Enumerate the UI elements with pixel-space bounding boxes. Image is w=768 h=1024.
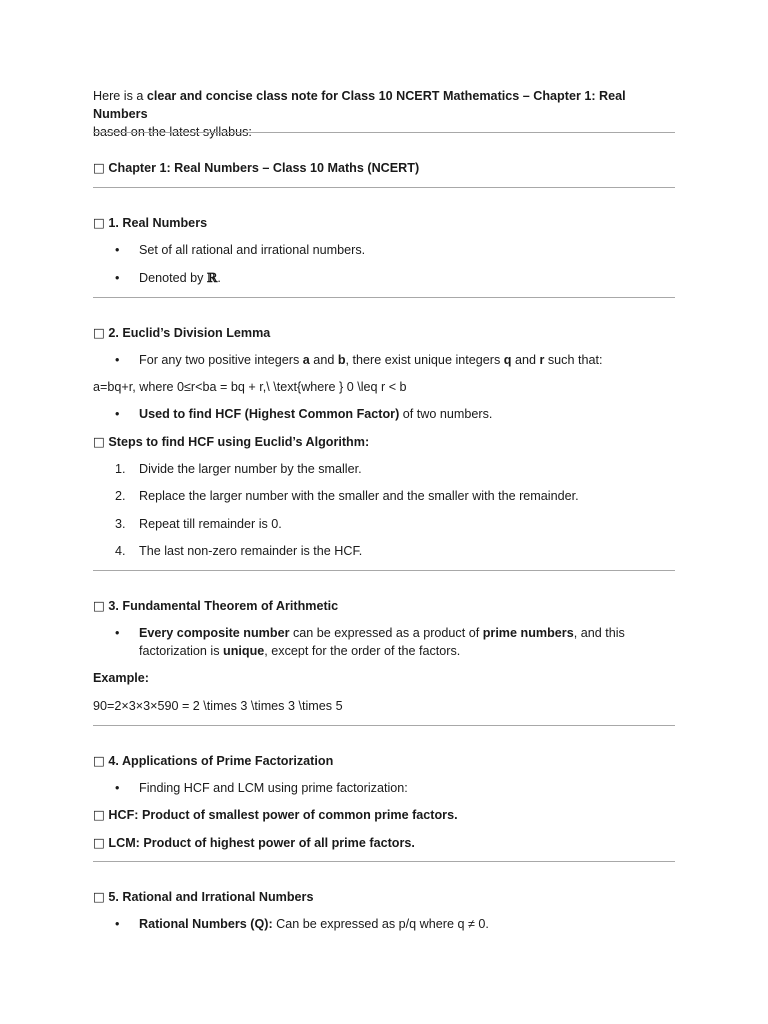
list-item-text: and xyxy=(511,353,540,367)
divider xyxy=(93,861,675,862)
list-item-text: For any two positive integers xyxy=(139,353,303,367)
section-2-heading xyxy=(93,324,675,342)
placeholder-glyph-icon: □ xyxy=(93,598,105,613)
list-item-text: Can be expressed as p/q where q ≠ 0. xyxy=(272,917,489,931)
example-label-text: Example: xyxy=(93,671,149,685)
list-item-bold: unique xyxy=(223,644,265,658)
bullet-icon: • xyxy=(115,781,120,795)
lcm-rule xyxy=(93,834,675,852)
bullet-icon: • xyxy=(115,353,120,367)
section-4-heading xyxy=(93,752,675,770)
list-item-bold: b xyxy=(337,353,346,367)
list-item-text: of two numbers. xyxy=(399,407,493,421)
list-item-bold: a xyxy=(302,353,310,367)
divider xyxy=(93,570,675,571)
section-4-heading-text: 4. Applications of Prime Factorization xyxy=(108,754,334,768)
divider xyxy=(93,132,675,133)
example-label xyxy=(93,669,675,687)
placeholder-glyph-icon: □ xyxy=(93,807,105,822)
section-1-heading xyxy=(93,214,675,232)
placeholder-glyph-icon: □ xyxy=(93,753,105,768)
placeholder-glyph-icon: □ xyxy=(93,325,105,340)
bullet-icon: • xyxy=(115,407,120,421)
divider xyxy=(93,725,675,726)
intro-bold-text: clear and concise class note for Class 10 NCERT Mathematics – Chapter 1: Real Numbers xyxy=(93,89,626,121)
list-item xyxy=(139,405,659,423)
list-item-bold: q xyxy=(503,353,512,367)
placeholder-glyph-icon: □ xyxy=(93,889,105,904)
placeholder-glyph-icon: □ xyxy=(93,835,105,850)
list-item-bold: prime numbers xyxy=(482,626,574,640)
divider xyxy=(93,297,675,298)
intro-text-end: based on the latest syllabus: xyxy=(93,125,252,139)
lcm-rule-text: LCM: Product of highest power of all prime factors. xyxy=(108,836,415,850)
list-item xyxy=(139,915,659,933)
list-item-text: and xyxy=(309,353,338,367)
step-item: Replace the larger number with the smaller and the smaller with the remainder. xyxy=(139,489,579,503)
section-2-heading-text: 2. Euclid’s Division Lemma xyxy=(108,326,271,340)
chapter-title xyxy=(93,159,675,177)
divider xyxy=(93,187,675,188)
steps-heading xyxy=(93,433,675,451)
section-5-heading-text: 5. Rational and Irrational Numbers xyxy=(108,890,314,904)
list-item: Finding HCF and LCM using prime factorization: xyxy=(139,781,408,795)
intro-text: Here is a xyxy=(93,89,147,103)
step-item: The last non-zero remainder is the HCF. xyxy=(139,544,363,558)
steps-heading-text: Steps to find HCF using Euclid’s Algorithm: xyxy=(108,435,370,449)
step-number: 2. xyxy=(115,489,126,503)
list-item-text: , except for the order of the factors. xyxy=(264,644,461,658)
placeholder-glyph-icon: □ xyxy=(93,160,105,175)
section-3-heading-text: 3. Fundamental Theorem of Arithmetic xyxy=(108,599,339,613)
bullet-icon: • xyxy=(115,271,120,285)
list-item-text: Denoted by xyxy=(139,271,207,285)
hcf-rule-text: HCF: Product of smallest power of common prime factors. xyxy=(108,808,458,822)
chapter-title-text: Chapter 1: Real Numbers – Class 10 Maths (NCERT) xyxy=(108,161,420,175)
list-item-bold: r xyxy=(539,353,545,367)
step-number: 1. xyxy=(115,462,126,476)
list-item-text: can be expressed as a product of xyxy=(289,626,483,640)
bullet-icon: • xyxy=(115,917,120,931)
example-formula: 90=2×3×3×590 = 2 \times 3 \times 3 \times 5 xyxy=(93,699,343,713)
list-item xyxy=(139,351,659,369)
list-item xyxy=(139,269,659,287)
division-lemma-formula: a=bq+r, where 0≤r<ba = bq + r,\ \text{where } 0 \leq r < b xyxy=(93,380,407,394)
list-item-text: such that: xyxy=(544,353,603,367)
step-item: Repeat till remainder is 0. xyxy=(139,517,282,531)
step-item: Divide the larger number by the smaller. xyxy=(139,462,362,476)
section-3-heading xyxy=(93,597,675,615)
list-item-bold: Every composite number xyxy=(139,626,290,640)
hcf-rule xyxy=(93,806,675,824)
bullet-icon: • xyxy=(115,243,120,257)
section-5-heading xyxy=(93,888,675,906)
placeholder-glyph-icon: □ xyxy=(93,434,105,449)
list-item-bold: Used to find HCF (Highest Common Factor) xyxy=(139,407,400,421)
placeholder-glyph-icon: □ xyxy=(93,215,105,230)
section-1-heading-text: 1. Real Numbers xyxy=(108,216,208,230)
list-item-bold: Rational Numbers (Q): xyxy=(139,917,273,931)
list-item-text: , there exist unique integers xyxy=(345,353,504,367)
list-item-text: . xyxy=(217,271,221,285)
list-item xyxy=(139,624,639,660)
step-number: 4. xyxy=(115,544,126,558)
bullet-icon: • xyxy=(115,626,120,640)
real-numbers-symbol: ℝ xyxy=(206,270,218,285)
list-item-text: , and this factorization is xyxy=(139,626,625,658)
step-number: 3. xyxy=(115,517,126,531)
list-item: Set of all rational and irrational numbers. xyxy=(139,243,366,257)
